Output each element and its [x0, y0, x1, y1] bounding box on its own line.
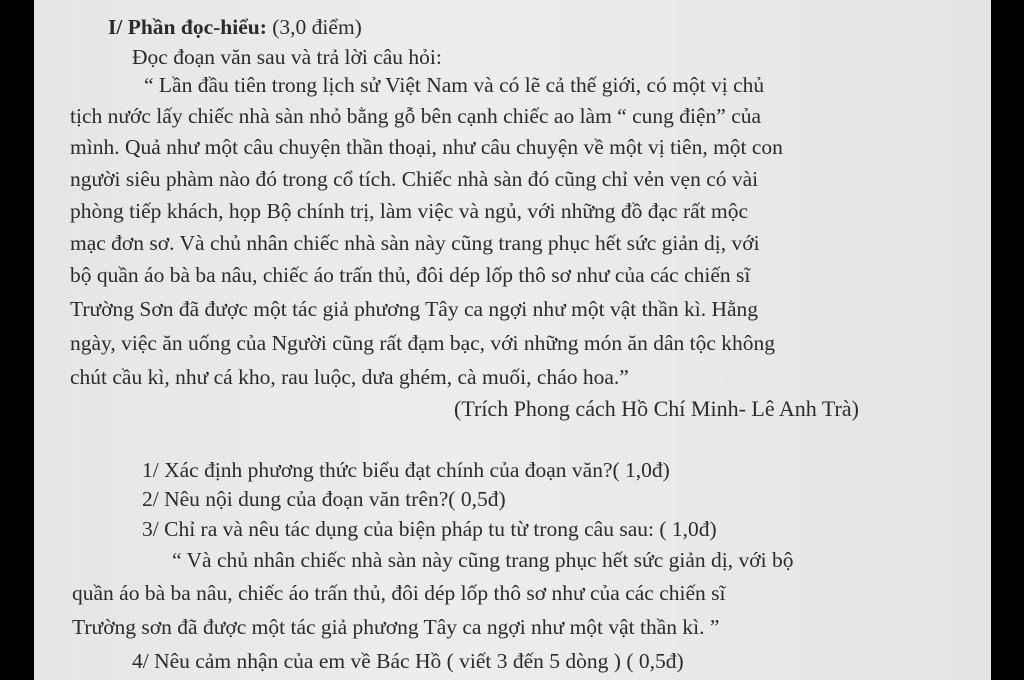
question-1: 1/ Xác định phương thức biểu đạt chính của đoạn văn?( 1,0đ) — [142, 458, 670, 482]
section-title: I/ Phần đọc-hiểu: — [108, 15, 267, 39]
passage-line-9: ngày, việc ăn uống của Người cũng rất đạm bạc, với những món ăn dân tộc không — [70, 331, 775, 355]
passage-line-3: mình. Quả như một câu chuyện thần thoại, như câu chuyện về một vị tiên, một con — [70, 135, 783, 159]
passage-line-5: phòng tiếp khách, họp Bộ chính trị, làm việc và ngủ, với những đồ đạc rất mộc — [70, 199, 749, 223]
exam-paper — [34, 0, 991, 680]
passage-source: (Trích Phong cách Hồ Chí Minh- Lê Anh Trà) — [454, 396, 859, 421]
bottom-strip — [0, 680, 1024, 688]
question-3: 3/ Chỉ ra và nêu tác dụng của biện pháp tu từ trong câu sau: ( 1,0đ) — [142, 517, 717, 541]
passage-line-4: người siêu phàm nào đó trong cổ tích. Chiếc nhà sàn đó cũng chỉ vẻn vẹn có vài — [70, 167, 759, 191]
passage-line-7: bộ quần áo bà ba nâu, chiếc áo trấn thủ, đôi dép lốp thô sơ như của các chiến sĩ — [70, 263, 751, 287]
question-4: 4/ Nêu cảm nhận của em về Bác Hồ ( viết 3 đến 5 dòng ) ( 0,5đ) — [132, 649, 684, 673]
section-points: (3,0 điểm) — [266, 15, 362, 39]
question-3-quote-line-1: “ Và chủ nhân chiếc nhà sàn này cũng trang phục hết sức giản dị, với bộ — [172, 548, 794, 572]
question-3-quote-line-2: quần áo bà ba nâu, chiếc áo trấn thủ, đôi dép lốp thô sơ như của các chiến sĩ — [72, 581, 726, 605]
passage-line-6: mạc đơn sơ. Và chủ nhân chiếc nhà sàn này cũng trang phục hết sức giản dị, với — [70, 231, 760, 255]
passage-line-10: chút cầu kì, như cá kho, rau luộc, dưa ghém, cà muối, cháo hoa.” — [70, 365, 629, 389]
question-2: 2/ Nêu nội dung của đoạn văn trên?( 0,5đ) — [142, 487, 506, 511]
passage-line-8: Trường Sơn đã được một tác giả phương Tây ca ngợi như một vật thần kì. Hằng — [70, 297, 759, 321]
section-heading — [108, 14, 362, 40]
instruction: Đọc đoạn văn sau và trả lời câu hỏi: — [132, 45, 442, 69]
question-3-quote-line-3: Trường sơn đã được một tác giả phương Tây ca ngợi như một vật thần kì. ” — [72, 615, 720, 639]
passage-line-1: “ Lần đầu tiên trong lịch sử Việt Nam và có lẽ cả thế giới, có một vị chủ — [144, 73, 765, 97]
passage-line-2: tịch nước lấy chiếc nhà sàn nhỏ bằng gỗ bên cạnh chiếc ao làm “ cung điện” của — [70, 104, 762, 128]
